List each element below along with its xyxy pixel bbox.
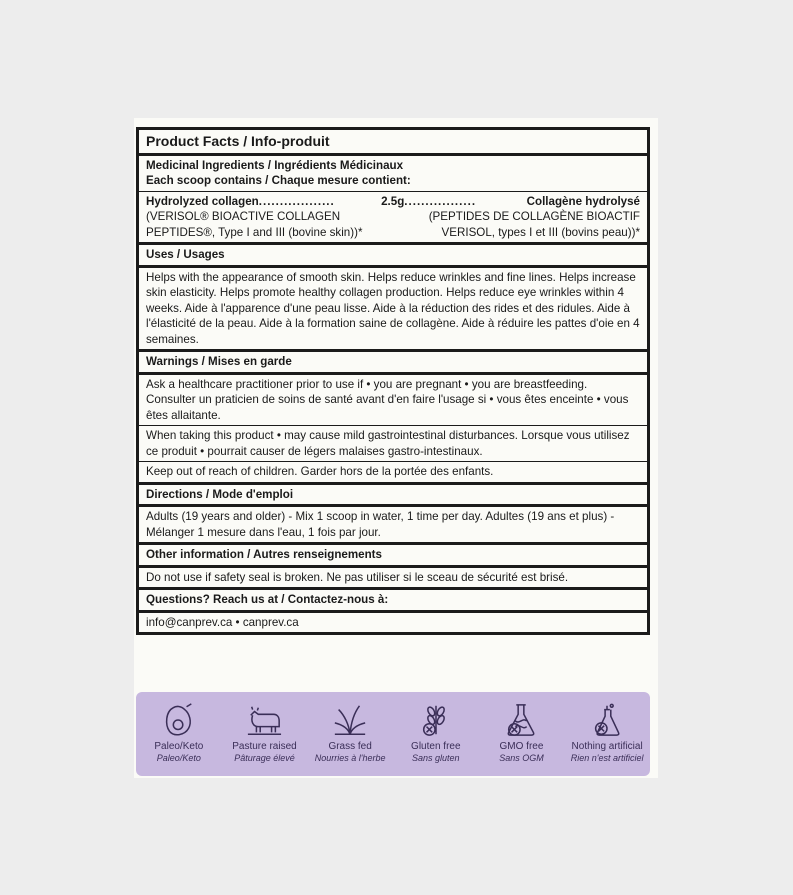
directions-paragraph: Adults (19 years and older) - Mix 1 scoop in water, 1 time per day. Adultes (19 ans et plus) - Mélanger 1 mesure dans l'eau, 1 fois par jour. bbox=[146, 510, 615, 539]
badge-fr: Rien n'est artificiel bbox=[570, 753, 644, 763]
contact-text bbox=[139, 613, 647, 633]
medicinal-ingredients-section bbox=[139, 156, 647, 192]
gmo-crossed-icon bbox=[502, 702, 540, 738]
product-facts-table bbox=[136, 127, 650, 635]
badge-en: Pasture raised bbox=[232, 741, 297, 752]
badge-nothing-artificial bbox=[567, 702, 647, 764]
badge-fr: Sans OGM bbox=[499, 753, 544, 763]
grass-icon bbox=[331, 702, 369, 738]
badge-pasture-raised bbox=[224, 702, 304, 764]
warning-gastro bbox=[139, 426, 647, 462]
ingredient-section bbox=[139, 192, 647, 246]
ingredient-desc-en-2: PEPTIDES®, Type I and III (bovine skin))* bbox=[146, 225, 363, 239]
warning-children bbox=[139, 462, 647, 485]
warning-pregnancy bbox=[139, 375, 647, 427]
badge-fr: Sans gluten bbox=[412, 753, 460, 763]
ingredient-desc-fr-1: (PEPTIDES DE COLLAGÈNE BIOACTIF bbox=[428, 210, 640, 223]
warning-p3: Keep out of reach of children. Garder hors de la portée des enfants. bbox=[146, 465, 494, 478]
directions-heading: Directions / Mode d'emploi bbox=[139, 485, 647, 508]
wheat-crossed-icon bbox=[417, 702, 455, 738]
uses-heading: Uses / Usages bbox=[139, 245, 647, 268]
each-scoop-text: Each scoop contains / Chaque mesure contient: bbox=[146, 174, 411, 187]
uses-text bbox=[139, 268, 647, 353]
badge-en: GMO free bbox=[499, 741, 544, 752]
other-info-text bbox=[139, 568, 647, 591]
badge-grass-fed bbox=[310, 702, 390, 764]
cow-icon bbox=[245, 702, 283, 738]
flask-crossed-icon bbox=[588, 702, 626, 738]
other-paragraph: Do not use if safety seal is broken. Ne pas utiliser si le sceau de sécurité est brisé. bbox=[146, 570, 569, 584]
badge-gluten-free bbox=[396, 702, 476, 764]
warning-p1: Ask a healthcare practitioner prior to use if • you are pregnant • you are breastfeeding. Consulter un praticien de soins de santé avant d'en faire l'usage si • vous êtes enceinte • vous êtes allaitante. bbox=[146, 377, 629, 422]
badge-en: Grass fed bbox=[328, 741, 372, 752]
ingredient-desc-en-1: (VERISOL® BIOACTIVE COLLAGEN bbox=[146, 210, 341, 223]
medicinal-heading: Medicinal Ingredients / Ingrédients Médicinaux bbox=[146, 158, 404, 172]
badge-fr: Nourries à l'herbe bbox=[314, 753, 386, 763]
badge-paleo-keto bbox=[139, 702, 219, 764]
other-info-heading: Other information / Autres renseignements bbox=[139, 545, 647, 568]
dot-leader-left: .................. bbox=[258, 194, 335, 208]
dot-leader-right: ................. bbox=[404, 194, 477, 208]
feature-badges bbox=[136, 692, 650, 776]
badge-en: Nothing artificial bbox=[571, 741, 643, 752]
directions-text bbox=[139, 507, 647, 545]
warning-p2: When taking this product • may cause mild gastrointestinal disturbances. Lorsque vous utilisez ce produit • pourrait causer de légers malaises gastro-intestinaux. bbox=[146, 429, 630, 458]
badge-en: Gluten free bbox=[411, 741, 461, 752]
questions-heading: Questions? Reach us at / Contactez-nous à: bbox=[139, 590, 647, 613]
facts-title: Product Facts / Info-produit bbox=[139, 130, 647, 156]
avocado-icon bbox=[160, 702, 198, 738]
ingredient-amount: 2.5g bbox=[381, 194, 405, 208]
badge-en: Paleo/Keto bbox=[154, 741, 204, 752]
ingredient-desc-fr-2: VERISOL, types I et III (bovins peau))* bbox=[441, 225, 640, 239]
ingredient-name-en: Hydrolyzed collagen bbox=[146, 194, 259, 208]
uses-paragraph: Helps with the appearance of smooth skin. Helps reduce wrinkles and fine lines. Helps increase skin elasticity. Helps promote healthy collagen production. Helps reduce eye wrinkles within 4 weeks. Aide à l'apparence d'une peau lisse. Aide à la réduction des rides et des ridules. Aide à l'élasticité de la peau. Aide à la formation saine de collagène. Aide à réduire les pattes d'oie en 4 semaines. bbox=[146, 270, 640, 346]
product-label bbox=[134, 118, 658, 778]
badge-fr: Paleo/Keto bbox=[156, 753, 201, 763]
badge-gmo-free bbox=[481, 702, 561, 764]
badge-fr: Pâturage élevé bbox=[234, 753, 295, 763]
ingredient-name-fr: Collagène hydrolysé bbox=[526, 194, 641, 208]
contact-paragraph: info@canprev.ca • canprev.ca bbox=[146, 615, 299, 629]
warnings-heading: Warnings / Mises en garde bbox=[139, 352, 647, 375]
